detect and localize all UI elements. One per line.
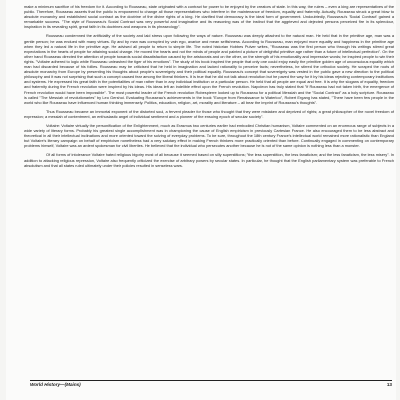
paragraph-2: Rousseau condemned the artificiality of the society and laid stress upon following the ways of nature. Rousseau was deeply attached to the natural man. He held that in the primitive age, man was a gentle person; he was endued with many virtues. By and by man was corrupted by vain ego, avarice and mean selfishness. According to Rousseau, man enjoyed more equality and happiness in the primitive age when they led a natural life in the primitive age. He advised all people to return to simple life. The noted historian Hobbes Pulver writes, "Rousseau was the first person who through his writings stirred great expectations in the hearts of people for attaining social change. He moved the hearts and not the minds of people and painted a picture of delightful primitive age rather than a future of intellectual perfection". On the other hand Rousseau directed the attention of people towards social dissatisfaction caused by the aristocrats and on the other, on the strength of his emotionality and impressive words; he inspired people to win their rights. "Voltaire adhered to logic while Rousseau unleashed the tiger of his emotions". The study of his book inspired the people that only one could enjoy easily the primitive golden age of unconscious equality which man had discarded because of his follies. Rousseau may be criticised that he held in imagination and lacked rationality to perceive facts; nevertheless, he stirred the orthodox society. He scraped the roots of absolute monarchy from Europe by presenting his thoughts about people's sovereignty and their political equality. Rousseau's concept that sovereignty was vested in the public gave a new direction to the political philosophy and it was not surprising that such a concept caused fear among the liberal thinkers. It is true that he did not talk about revolution but he paved the way for it by his ideas rejecting contemporary institutions and systems. He expressed his great faith in the potentialities of man rather than in any individual institution or a particular person. He held that all people are equal and free. It is why the slogans of equality, freedom and fraternity during the French revolution were inspired by his ideas. His ideas left an indelible effect upon the French revolution. Napoleon has truly stated that "if Rousseau had not taken birth, the emergence of French revolution would have been impossible". The most powerful leader of the French revolution Robespierre looked up to Rousseau for a political Messiah and the "Social Contract" as a holy scripture. Rousseau is called "The Messiah of revolutionaries" by Leo Gershoi. Evaluating Rousseau's achievements in the book "Europe from Renaissance to Waterloo", Robert Ergang has stated, "There have been few people in the world who like Rousseau have influenced human thinking immensely. Politics, education, religion, art, morality and literature – all bear the imprint of Rousseau's thoughts". bbox=[24, 33, 394, 105]
page-number: 13 bbox=[386, 382, 392, 387]
document-body bbox=[24, 4, 394, 168]
paragraph-1: make a minimum sacrifice of his freedom for it. According to Rousseau, state originated with a contract for power to be enjoyed by the creators of state. In this way, the rulers – even a king are representatives of the public. Therefore, Rousseau asserts that the public is empowered to change all those representatives who interfere in the maintenance of freedom, equality and fraternity. Actually, Rousseau struck a great blow to absolute monarchy and established social contract as the doctrine of the divine rights of a king. He clarified that democracy is the ideal form of government. Undoubtedly, Rousseau's 'Social Contract' gained a remarkable success. "The style of Rousseau's Social Contract was very powerful and imaginative and its reasoning was of the instinct that the aggrieved and dejected persons perceived fire in its splendour, inspiration in its revealing spirit, great faith in its doctrines and weapons in its phraseology". bbox=[24, 4, 394, 30]
page-footer bbox=[30, 380, 392, 389]
paragraph-5: Of all forms of intolerance Voltaire hated religious bigotry most of all because it seemed based on silly superstitions; "the less superstition, the less fanaticism; and the less fanaticism, the less misery". In addition to attacking religious repression, Voltaire also frequently criticized the exercise of arbitrary powers by secular states. In particular, he thought that the English parliamentary system was preferable to French absolutism and that all states ruled ultimately under their policies resulted in senseless wars. bbox=[24, 152, 394, 168]
paragraph-4: Voltaire: Voltaire virtually the personification of the Enlightenment, much as Erasmus two centuries earlier had embodied Christian humanism, Voltaire commented on an enormous range of subjects in a wide variety of literary forms. Probably his greatest single accomplishment was in championing the cause of English empiricism in previously Cartesian France. He also encouraged them to be less abstract and theoretical in all their intellectual inclinations and more oriented toward the solving of everyday problems. To be sure, throughout the 18th century France's intellectual world remained more rationalistic than England but Voltaire's literary campaign on behalf of empiricism nonetheless had a very salutary effect in making French thinkers more practically oriented than before. Continually engaged in commenting on contemporary problems himself, Voltaire was an ardent spokesman for civil liberties. He believed that the individual who persecutes another because he is not of the same opinion is nothing less than a monster. bbox=[24, 122, 394, 149]
document-page bbox=[6, 0, 396, 400]
footer-book-title: World History—(Mains) bbox=[30, 382, 81, 387]
paragraph-3: Thus Rousseau became an immortal exponent of the distorted soul, a fervent pleader for those who thought that they were mistaken and deprived of rights; a great philosopher of the novel freedom of expression; a messiah of contentment, an enthusiastic angel of individual sentiment and a pioneer of the ensuing epoch of secular society". bbox=[24, 108, 394, 119]
